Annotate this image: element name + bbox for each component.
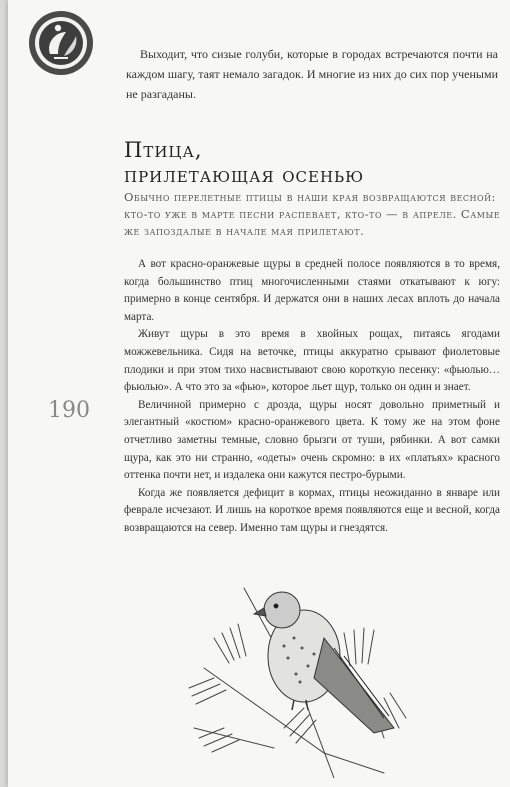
section-body xyxy=(124,256,500,538)
intro-text: Выходит, что сизые голуби, которые в городах встречаются почти на каждом шагу, таят немало загадок. И многие из них до сих пор учеными не разгаданы. xyxy=(126,47,498,101)
intro-paragraph xyxy=(126,44,498,104)
page-number: 190 xyxy=(48,398,90,423)
body-paragraph: А вот красно-оранжевые щуры в средней полосе появляются в то время, когда большинство птиц многочисленными стаями откатывают к югу: примерно в конце сентября. И держатся они в наших лесах вплоть до начала марта. xyxy=(124,258,500,323)
section-title xyxy=(124,138,504,188)
book-page xyxy=(8,0,510,787)
section-lead: Обычно перелетные птицы в наши края возвращаются весной: кто-то уже в марте песни распевает, кто-то — в апреле. Самые же запоздалые в начале мая прилетают. xyxy=(124,190,501,238)
bird-on-branch-illustration xyxy=(184,578,416,778)
section-title-line1: Птица, xyxy=(124,138,203,162)
body-paragraph: Когда же появляется дефицит в кормах, птицы неожиданно в январе или феврале исчезают. И лишь на короткое время появляются еще и весной, когда возвращаются на север. Именно там щуры и гнездятся. xyxy=(124,486,500,534)
body-paragraph: Живут щуры в это время в хвойных рощах, питаясь ягодами можжевельника. Сидя на веточке, птицы аккуратно срывают фиолетовые плодики и при этом тихо насвистывают свою короткую песенку: «фьюлью… фьюлью». А что это за «фью», которое льет щур, только он один и знает. xyxy=(124,328,500,394)
section-title-line2: прилетающая осенью xyxy=(124,163,365,187)
series-emblem-icon xyxy=(28,10,94,76)
body-paragraph: Величиной примерно с дрозда, щуры носят довольно приметный и элегантный «костюм» красно-оранжевого цвета. К тому же на этом фоне отчетливо заметны темные, словно брызги от туши, рябинки. А вот самки щура, как это ни странно, «одеты» очень скромно: в их «платьях» красного оттенка почти нет, и издалека они кажутся пестро-бурыми. xyxy=(124,398,500,482)
